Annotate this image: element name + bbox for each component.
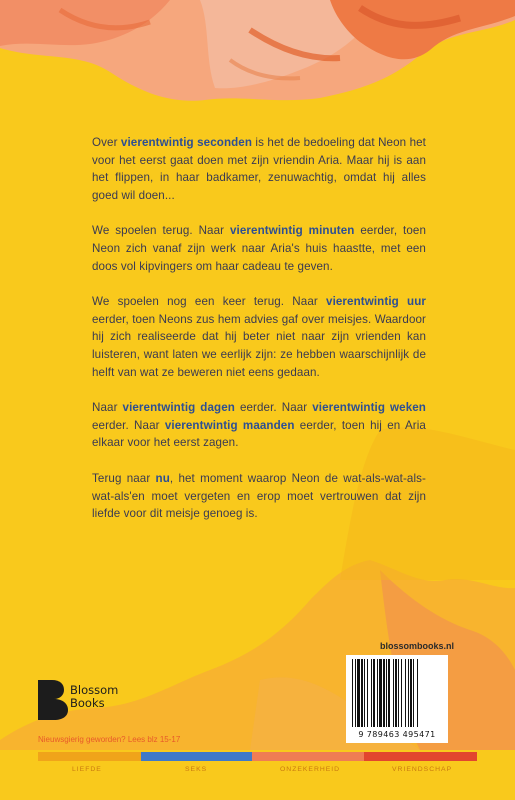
barcode-bar: [357, 659, 360, 727]
barcode-bar: [401, 659, 402, 727]
blurb-paragraph-4: Naar vierentwintig dagen eerder. Naar vierentwintig weken eerder. Naar vierentwintig maanden eerder, toen hij en Aria elkaar voor het eerst zagen.: [92, 401, 426, 450]
blurb-paragraph-5: Terug naar nu, het moment waarop Neon de wat-als-wat-als-wat-als'en moet vergeten en erop moet vertrouwen dat zijn liefde voor dit meisje genoeg is.: [92, 471, 426, 521]
tag-stripe-onzekerheid: [252, 752, 364, 761]
barcode-bar: [417, 659, 418, 727]
barcode-bar: [352, 659, 353, 727]
highlight-text: vierentwintig dagen: [122, 401, 235, 415]
barcode-bar: [373, 659, 375, 727]
publisher-website: blossombooks.nl: [380, 641, 455, 651]
tag-stripe-liefde: [38, 752, 141, 761]
barcode-bar: [364, 659, 365, 727]
tag-stripe-seks: [141, 752, 252, 761]
barcode-bar: [413, 659, 414, 727]
barcode-bar: [410, 659, 412, 727]
barcode-bar: [377, 659, 378, 727]
highlight-text: vierentwintig maanden: [164, 418, 295, 432]
tag-label-liefde: LIEFDE: [72, 766, 102, 773]
tag-label-onzekerheid: ONZEKERHEID: [280, 766, 341, 773]
blurb-paragraph-1: Over vierentwintig seconden is het de bedoeling dat Neon het voor het eerst gaat doen met zijn vriendin Aria. Maar hij is aan het flippen, in haar badkamer, zenuwachtig, omdat hij alles goed wil doen...: [92, 136, 426, 202]
barcode-bar: [386, 659, 387, 727]
blurb-paragraph-2: We spoelen terug. Naar vierentwintig minuten eerder, toen Neon zich vanaf zijn werk naar Aria's huis haastte, met een doos vol kipvingers om haar cadeau te geven.: [92, 224, 426, 273]
barcode-bar: [383, 659, 385, 727]
top-watercolor-artwork: [0, 0, 515, 110]
barcode-bar: [398, 659, 399, 727]
tag-stripe-vriendschap: [364, 752, 477, 761]
tag-label-vriendschap: VRIENDSCHAP: [392, 766, 453, 773]
barcode-bar: [405, 659, 406, 727]
tag-label-seks: SEKS: [185, 766, 208, 773]
highlight-text: vierentwintig seconden: [120, 136, 253, 149]
back-cover-blurb: [92, 134, 426, 541]
barcode-bar: [395, 659, 397, 727]
barcode-bars: [350, 659, 444, 729]
barcode-bar: [361, 659, 363, 727]
isbn-number: 9 789463 495471: [358, 730, 436, 739]
barcode-bar: [408, 659, 409, 727]
barcode-bar: [393, 659, 394, 727]
sample-pages-hint: Nieuwsgierig geworden? Lees blz 15-17: [38, 735, 181, 744]
highlight-text: vierentwintig minuten: [230, 224, 355, 238]
barcode-bar: [371, 659, 372, 727]
barcode-bar: [379, 659, 382, 727]
blossom-books-logo-icon: [38, 680, 68, 720]
barcode-bar: [367, 659, 368, 727]
barcode-bar: [355, 659, 356, 727]
highlight-text: vierentwintig weken: [312, 401, 426, 415]
barcode-bar: [388, 659, 390, 727]
highlight-text: nu: [155, 471, 170, 485]
barcode: [346, 655, 448, 743]
highlight-text: vierentwintig uur: [326, 295, 426, 309]
blurb-paragraph-3: We spoelen nog een keer terug. Naar vierentwintig uur eerder, toen Neons zus hem advies gaf over meisjes. Waardoor hij zich realiseerde dat hij beter niet naar zijn vrienden kan luisteren, want laten we eerlijk zijn: ze hebben waarschijnlijk de helft van wat ze beweren niet eens gedaan.: [92, 295, 426, 379]
publisher-name: Blossom Books: [70, 683, 119, 710]
